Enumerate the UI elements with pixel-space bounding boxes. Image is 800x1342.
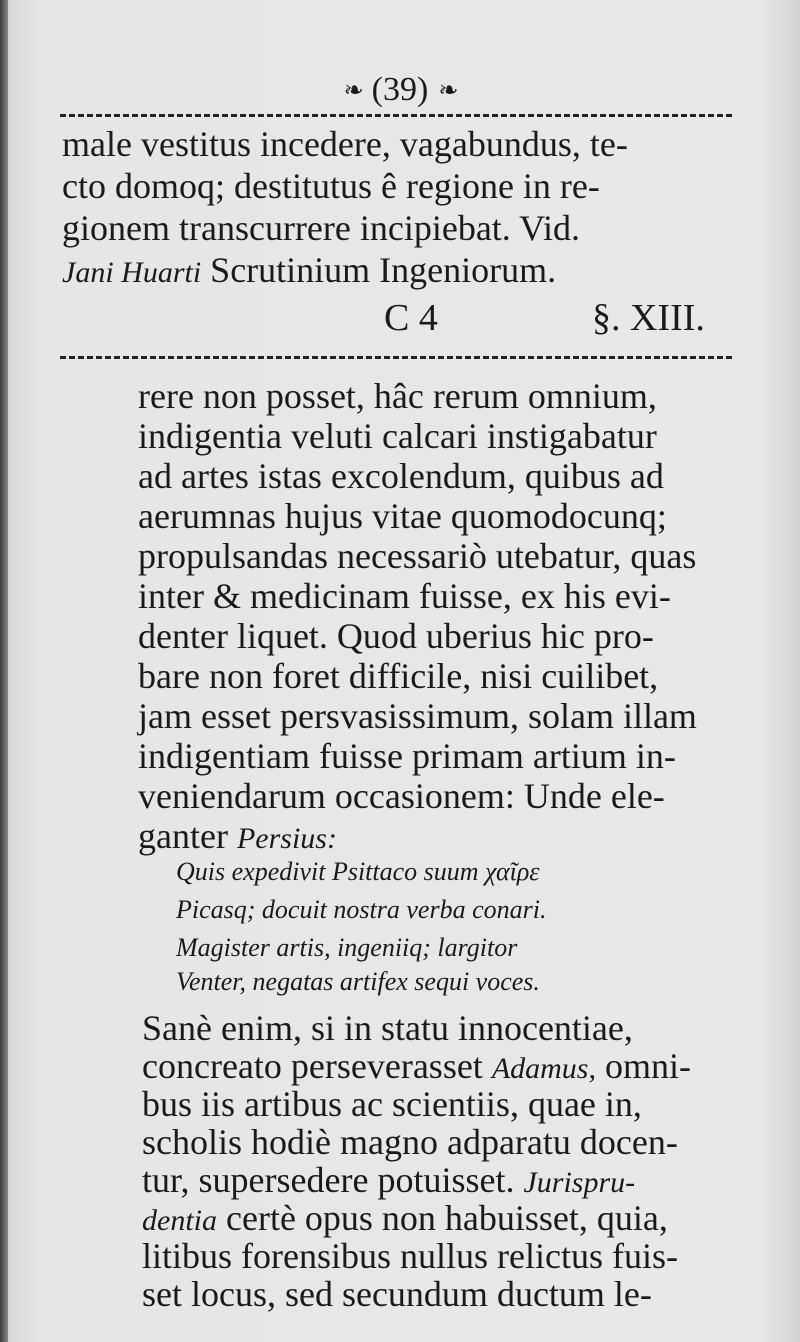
closing-text: certè opus non habuisset, quia, [226,1198,668,1238]
text-line: ad artes istas excolendum, quibus ad [138,456,664,496]
page-binding-shadow [0,0,8,1342]
text-line [142,1198,668,1241]
text-line: Sanè enim, si in statu innocentiae, [142,1008,633,1048]
text-line: set locus, sed secundum ductum le- [142,1274,652,1314]
text-line: cto domoq; destitutus ê regione in re- [62,166,600,206]
persius-name: Persius: [236,822,337,855]
closing-text: tur, supersedere potuisset. [142,1160,515,1200]
text-line: indigentia veluti calcari instigabatur [138,416,657,456]
section-rule [60,356,732,359]
text-line: scholis hodiè magno adparatu docen- [142,1122,678,1162]
left-ornament-icon: ❧ [343,77,362,104]
closing-text: concreato perseverasset [142,1046,483,1086]
closing-text: omni- [604,1046,691,1086]
text-line: bus iis artibus ac scientiis, quae in, [142,1084,642,1124]
text-line: bare non foret difficile, nisi cuilibet, [138,656,659,696]
text-line: male vestitus incedere, vagabundus, te- [62,124,628,164]
verse-line: Picasq; docuit nostra verba conari. [176,895,547,924]
header-rule [60,114,732,117]
jurisprudentia-word-end: dentia [142,1204,217,1237]
body-last-prefix: ganter [138,816,228,856]
citation-title: Scrutinium Ingeniorum. [210,250,557,290]
text-line: veniendarum occasionem: Unde ele- [138,776,665,816]
text-line: gionem transcurrere incipiebat. Vid. [62,208,580,248]
text-line: jam esset persvasissimum, solam illam [138,696,697,736]
page-number: (39) [371,71,429,108]
text-line: propulsandas necessariò utebatur, quas [138,536,697,576]
verse-line: Quis expedivit Psittaco suum χαῖρε [176,857,540,886]
signature-mark: C 4 [384,297,438,339]
text-line: inter & medicinam fuisse, ex his evi- [138,576,671,616]
page-header [0,68,800,112]
text-line [142,1160,635,1203]
section-number: §. XIII. [592,297,705,339]
text-line: aerumnas hujus vitae quomodocunq; [138,496,667,536]
text-line: litibus forensibus nullus relictus fuis- [142,1236,678,1276]
text-line: indigentiam fuisse primam artium in- [138,736,676,776]
text-line: rere non posset, hâc rerum omnium, [138,376,657,416]
citation-line [62,250,556,293]
citation-author: Jani Huarti [62,256,202,289]
verse-line: Venter, negatas artifex sequi voces. [176,967,540,996]
jurisprudentia-word: Jurispru- [523,1166,636,1199]
text-line: denter liquet. Quod uberius hic pro- [138,616,654,656]
adamus-name: Adamus, [491,1052,596,1085]
verse-line: Magister artis, ingeniiq; largitor [176,933,518,962]
right-ornament-icon: ❧ [438,77,457,104]
text-line [142,1046,691,1089]
